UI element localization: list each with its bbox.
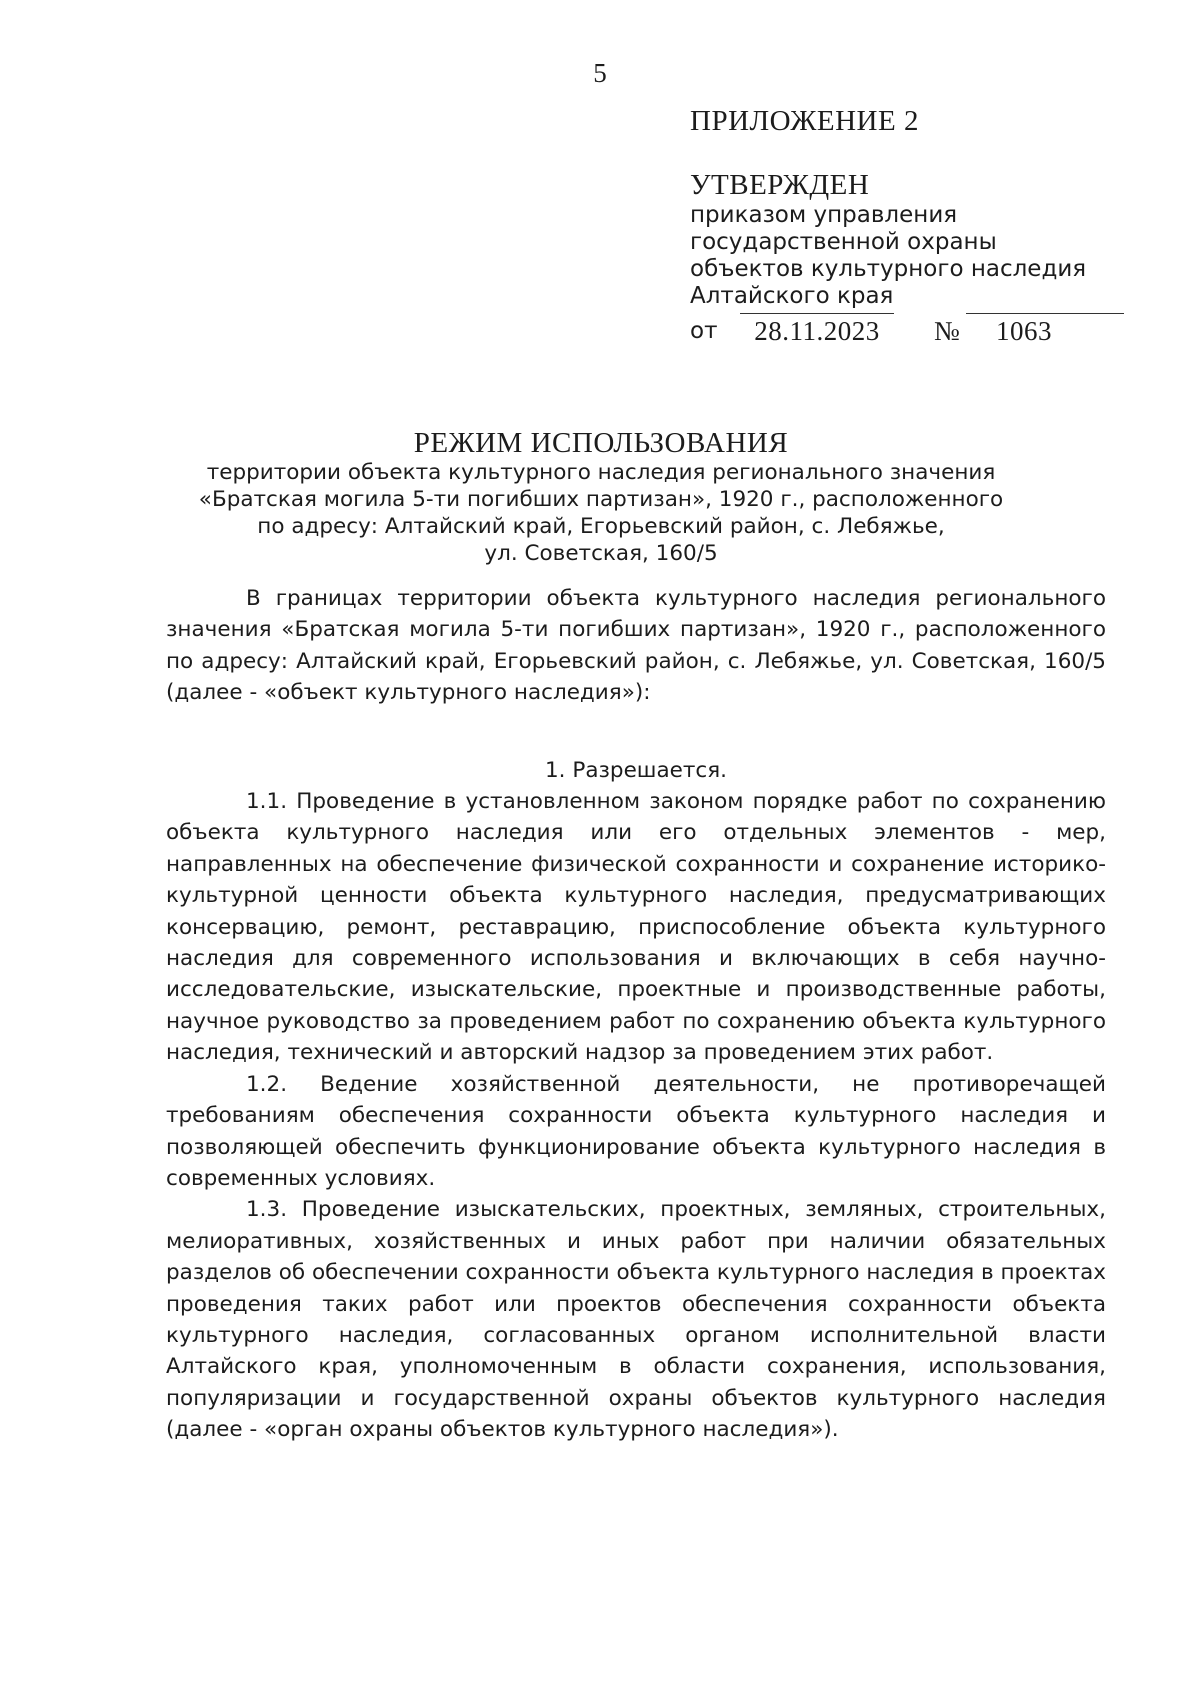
- approved-label: УТВЕРЖДЕН: [690, 169, 870, 201]
- section-heading: 1. Разрешается.: [545, 757, 727, 783]
- heading-line: «Братская могила 5-ти погибших партизан», 1920 г., расположенного: [198, 487, 1004, 512]
- order-line: государственной охраны: [690, 229, 997, 255]
- heading-line: по адресу: Алтайский край, Егорьевский район, с. Лебяжье,: [257, 514, 945, 539]
- order-line: объектов культурного наследия: [690, 256, 1087, 282]
- heading-title: РЕЖИМ ИСПОЛЬЗОВАНИЯ: [413, 427, 789, 459]
- clause-paragraph: 1.2. Ведение хозяйственной деятельности, не противоречащей требованиям обеспечения сохранности объекта культурного наследия и позволяющей обеспечить функционирование объекта культурного наследия в современных условиях.: [166, 1071, 1106, 1191]
- page-number: 5: [593, 58, 607, 88]
- clause-paragraph: 1.1. Проведение в установленном законом порядке работ по сохранению объекта культурного наследия или его отдельных элементов - мер, направленных на обеспечение физической сохранности и сохранение историко-культурной ценности объекта культурного наследия, предусматривающих консервацию, ремонт, реставрацию, приспособление объекта культурного наследия для современного использования и включающих в себя научно-исследовательские, изыскательские, проектные и производственные работы, научное руководство за проведением работ по сохранению объекта культурного наследия, технический и авторский надзор за проведением этих работ.: [166, 789, 1106, 1066]
- order-number: 1063: [996, 316, 1052, 346]
- appendix-title: ПРИЛОЖЕНИЕ 2: [690, 105, 919, 137]
- order-line: приказом управления: [690, 202, 958, 228]
- clause-paragraph: 1.3. Проведение изыскательских, проектных, земляных, строительных, мелиоративных, хозяйственных и иных работ при наличии обязательных разделов об обеспечении сохранности объекта культурного наследия в проектах проведения таких работ или проектов обеспечения сохранности объекта культурного наследия, согласованных органом исполнительной власти Алтайского края, уполномоченным в области сохранения, использования, популяризации и государственной охраны объектов культурного наследия (далее - «орган охраны объектов культурного наследия»).: [166, 1197, 1106, 1443]
- heading-line: территории объекта культурного наследия регионального значения: [206, 460, 996, 485]
- from-label: от: [690, 318, 718, 344]
- heading-line: ул. Советская, 160/5: [484, 541, 718, 566]
- order-line: Алтайского края: [690, 283, 894, 309]
- document-heading: [150, 427, 1052, 567]
- approval-block: [690, 104, 1130, 350]
- document-body: [166, 583, 1106, 1446]
- order-date: 28.11.2023: [754, 316, 880, 346]
- order-reference: [690, 314, 1130, 350]
- number-sign: №: [934, 316, 960, 346]
- intro-paragraph: В границах территории объекта культурного наследия регионального значения «Братская могила 5-ти погибших партизан», 1920 г., расположенного по адресу: Алтайский край, Егорьевский район, с. Лебяжье, ул. Советская, 160/5 (далее - «объект культурного наследия»):: [166, 586, 1106, 706]
